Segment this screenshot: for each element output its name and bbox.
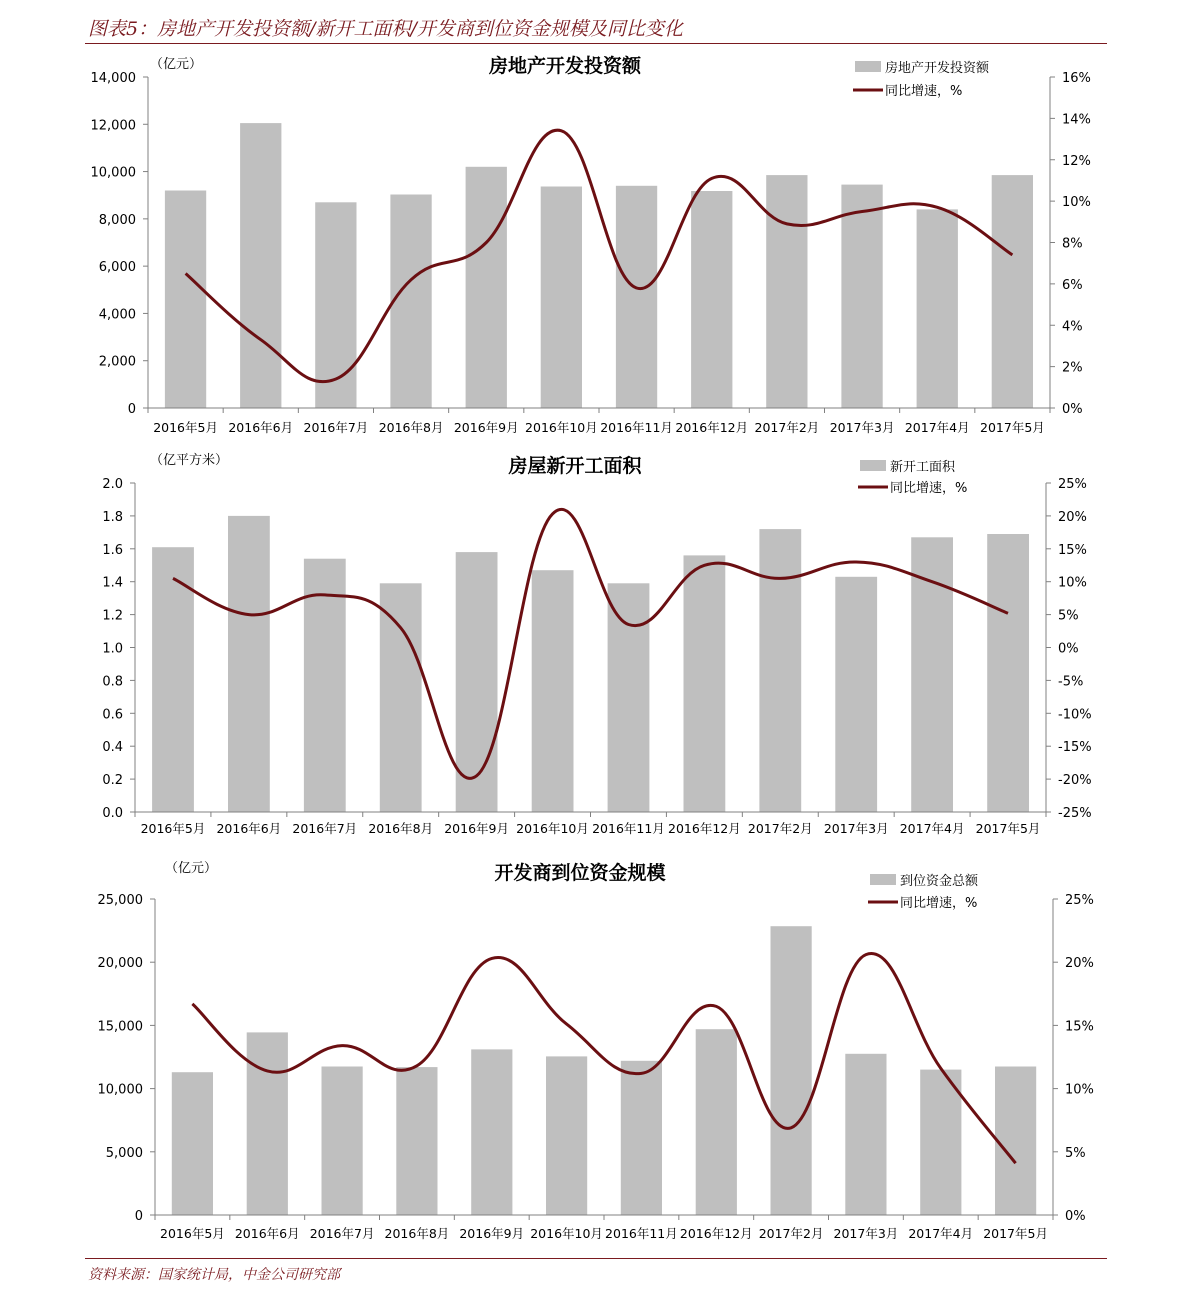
- right-tick-label: 0%: [1065, 1209, 1086, 1224]
- legend-bar-swatch: [870, 874, 896, 885]
- category-label: 2017年2月: [754, 420, 820, 435]
- category-label: 2016年5月: [160, 1226, 225, 1241]
- right-tick-label: 0%: [1062, 402, 1083, 417]
- bar-10: [845, 1054, 886, 1215]
- right-tick-label: 25%: [1058, 477, 1087, 492]
- chart-investment: [0, 0, 1191, 445]
- category-label: 2016年6月: [228, 420, 294, 435]
- unit-label: （亿平方米）: [150, 453, 229, 468]
- bar-9: [771, 926, 812, 1215]
- bar-7: [621, 1061, 662, 1215]
- bar-1: [165, 191, 206, 409]
- legend-bar-label: 新开工面积: [890, 460, 956, 475]
- category-label: 2017年5月: [983, 1226, 1048, 1241]
- right-tick-label: 10%: [1065, 1082, 1094, 1098]
- bar-3: [315, 202, 356, 408]
- category-label: 2016年5月: [140, 821, 206, 836]
- category-label: 2016年12月: [679, 1226, 753, 1241]
- category-label: 2016年10月: [525, 420, 598, 435]
- left-tick-label: 0.0: [102, 806, 123, 821]
- right-tick-label: 10%: [1062, 195, 1091, 211]
- left-tick-label: 0: [127, 402, 136, 417]
- left-tick-label: 1.6: [102, 542, 123, 558]
- right-tick-label: 0%: [1058, 641, 1079, 657]
- left-tick-label: 8,000: [98, 212, 136, 228]
- category-label: 2016年7月: [303, 420, 369, 435]
- bar-12: [995, 1067, 1036, 1216]
- bottom-rule: [85, 1258, 1107, 1259]
- bar-6: [532, 570, 574, 812]
- bar-6: [546, 1056, 587, 1215]
- left-tick-label: 1.2: [102, 608, 123, 624]
- left-tick-label: 1.0: [102, 641, 123, 657]
- bar-4: [396, 1067, 437, 1215]
- chart-new-construction: [0, 445, 1191, 855]
- category-label: 2016年6月: [216, 821, 282, 836]
- category-label: 2016年10月: [516, 821, 589, 836]
- chart-title: 房地产开发投资额: [488, 55, 642, 77]
- chart-title: 房屋新开工面积: [508, 455, 642, 477]
- right-tick-label: 15%: [1065, 1019, 1094, 1035]
- bar-12: [987, 534, 1029, 812]
- right-tick-label: 25%: [1065, 893, 1094, 908]
- left-tick-label: 14,000: [90, 71, 136, 86]
- right-tick-label: 5%: [1058, 608, 1079, 624]
- left-tick-label: 12,000: [90, 118, 136, 134]
- left-tick-label: 10,000: [90, 165, 136, 181]
- right-tick-label: 15%: [1058, 542, 1087, 558]
- source-note: 资料来源：国家统计局，中金公司研究部: [88, 1267, 340, 1283]
- unit-label: （亿元）: [150, 57, 203, 72]
- bar-2: [240, 123, 281, 408]
- left-tick-label: 0.4: [102, 740, 123, 756]
- right-tick-label: 2%: [1062, 360, 1083, 376]
- category-label: 2016年12月: [675, 420, 749, 435]
- category-label: 2017年4月: [904, 420, 970, 435]
- left-tick-label: 1.4: [102, 575, 123, 591]
- bar-10: [835, 577, 877, 812]
- chart-developer-funds: [0, 855, 1191, 1255]
- bar-1: [172, 1072, 213, 1215]
- bar-9: [766, 175, 807, 408]
- bar-4: [390, 195, 431, 409]
- chart-title: 开发商到位资金规模: [494, 862, 666, 884]
- category-label: 2016年8月: [378, 420, 444, 435]
- left-tick-label: 6,000: [98, 260, 136, 276]
- yoy-line: [192, 953, 1015, 1163]
- left-tick-label: 0.2: [102, 773, 123, 789]
- category-label: 2017年3月: [823, 821, 889, 836]
- category-label: 2016年11月: [592, 821, 665, 836]
- legend-line-label: 同比增速，%: [885, 84, 963, 99]
- category-label: 2016年11月: [605, 1226, 678, 1241]
- right-tick-label: -10%: [1058, 707, 1092, 723]
- legend-bar-label: 到位资金总额: [900, 874, 979, 889]
- figure-title: 图表5：房地产开发投资额/新开工面积/开发商到位资金规模及同比变化: [88, 18, 683, 40]
- bar-3: [322, 1067, 363, 1216]
- unit-label: （亿元）: [165, 861, 218, 876]
- category-label: 2016年8月: [368, 821, 434, 836]
- legend-bar-label: 房地产开发投资额: [885, 61, 990, 76]
- category-label: 2016年7月: [292, 821, 358, 836]
- category-label: 2017年3月: [833, 1226, 899, 1241]
- right-tick-label: 20%: [1058, 509, 1087, 525]
- left-tick-label: 15,000: [97, 1019, 143, 1035]
- right-tick-label: 10%: [1058, 575, 1087, 591]
- right-tick-label: 8%: [1062, 236, 1083, 252]
- right-tick-label: 6%: [1062, 277, 1083, 293]
- left-tick-label: 1.8: [102, 509, 123, 525]
- bar-8: [696, 1029, 737, 1215]
- left-tick-label: 20,000: [97, 956, 143, 972]
- category-label: 2016年11月: [600, 420, 673, 435]
- yoy-line: [173, 509, 1008, 778]
- right-tick-label: -20%: [1058, 773, 1092, 789]
- category-label: 2017年5月: [975, 821, 1041, 836]
- category-label: 2016年9月: [453, 420, 519, 435]
- bar-12: [992, 175, 1033, 408]
- category-label: 2016年8月: [384, 1226, 450, 1241]
- right-tick-label: 4%: [1062, 319, 1083, 335]
- legend-bar-swatch: [855, 61, 881, 72]
- bar-8: [684, 555, 726, 812]
- yoy-line: [186, 130, 1013, 382]
- category-label: 2016年12月: [668, 821, 741, 836]
- bar-4: [380, 583, 422, 812]
- right-tick-label: 16%: [1062, 71, 1091, 86]
- category-label: 2017年2月: [758, 1226, 824, 1241]
- bar-7: [608, 583, 650, 812]
- bar-11: [917, 209, 958, 408]
- left-tick-label: 10,000: [97, 1082, 143, 1098]
- bar-2: [247, 1032, 288, 1215]
- left-tick-label: 0.6: [102, 707, 123, 723]
- left-tick-label: 2.0: [102, 477, 123, 492]
- right-tick-label: -25%: [1058, 806, 1092, 821]
- category-label: 2016年9月: [444, 821, 510, 836]
- bar-5: [466, 167, 507, 408]
- bar-8: [691, 191, 732, 408]
- category-label: 2016年7月: [309, 1226, 375, 1241]
- right-tick-label: -15%: [1058, 740, 1092, 756]
- legend-line-label: 同比增速，%: [890, 481, 968, 496]
- right-tick-label: 12%: [1062, 153, 1091, 169]
- category-label: 2017年4月: [899, 821, 965, 836]
- left-tick-label: 4,000: [98, 307, 136, 323]
- right-tick-label: 5%: [1065, 1145, 1086, 1161]
- category-label: 2017年5月: [980, 420, 1045, 435]
- right-tick-label: 14%: [1062, 112, 1091, 128]
- left-tick-label: 0.8: [102, 674, 123, 690]
- legend-bar-swatch: [860, 460, 886, 471]
- bar-7: [616, 186, 657, 408]
- category-label: 2016年5月: [153, 420, 218, 435]
- right-tick-label: -5%: [1058, 674, 1084, 690]
- left-tick-label: 2,000: [98, 354, 136, 370]
- bar-10: [841, 185, 882, 408]
- category-label: 2017年2月: [747, 821, 813, 836]
- left-tick-label: 5,000: [105, 1145, 143, 1161]
- bar-5: [471, 1049, 512, 1215]
- category-label: 2017年3月: [829, 420, 895, 435]
- right-tick-label: 20%: [1065, 956, 1094, 972]
- bar-11: [920, 1070, 961, 1215]
- bar-6: [541, 187, 582, 409]
- bar-2: [228, 516, 270, 812]
- bar-11: [911, 537, 953, 812]
- left-tick-label: 0: [134, 1209, 143, 1224]
- bar-9: [759, 529, 801, 812]
- category-label: 2016年9月: [459, 1226, 525, 1241]
- category-label: 2017年4月: [908, 1226, 974, 1241]
- legend-line-label: 同比增速，%: [900, 896, 978, 911]
- left-tick-label: 25,000: [97, 893, 143, 908]
- category-label: 2016年10月: [530, 1226, 603, 1241]
- category-label: 2016年6月: [234, 1226, 300, 1241]
